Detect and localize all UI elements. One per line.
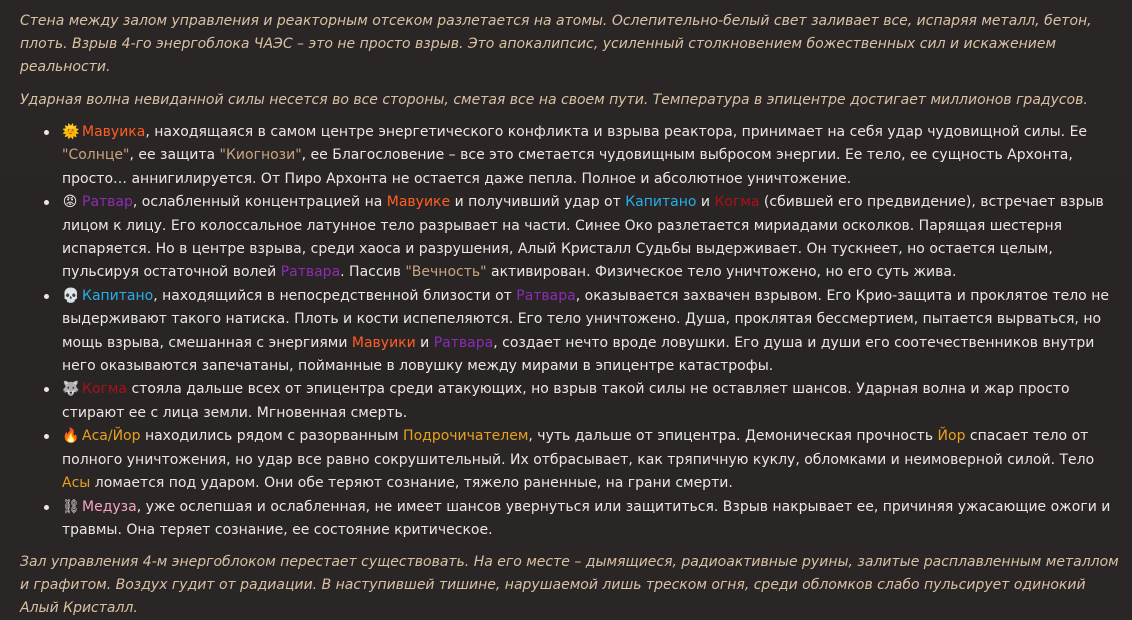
item-text: находились рядом с разорванным (140, 428, 404, 445)
ref-ratvar: Ратвара (516, 287, 576, 304)
ref-ratvar: Ратвара (433, 334, 494, 351)
ref-mavuika: Мавуике (386, 194, 451, 211)
item-text: активирован. Физическое тело уничтожено, но его суть жива. (486, 264, 957, 281)
list-item-mavuika (62, 121, 1120, 191)
list-item-medusa (62, 496, 1120, 543)
item-text: спасает тело от полного уничтожения, но удар все равно сокрушительный. Их отбрасывает, как тряпичную куклу, обломками и неимоверной силой. Тело (62, 428, 1095, 468)
closing-paragraph: Зал управления 4-м энергоблоком перестает существовать. На его месте – дымящиеся, радиоактивные руины, залитые расплавленным металлом и графитом. Воздух гудит от радиации. В наступившей тишине, нарушаемой лишь треском огня, среди обломков слабо пульсирует одинокий Алый Кристалл. (20, 554, 1119, 617)
character-status-list (20, 121, 1120, 542)
ref-asa: Асы (62, 475, 91, 492)
wolf-icon: 🐺 (62, 381, 80, 398)
list-item-kogma (62, 378, 1120, 425)
list-item-capitano (62, 285, 1120, 379)
fire-icon: 🔥 (62, 428, 80, 445)
character-name-ratvar: Ратвар (82, 194, 133, 211)
item-text: , уже ослепшая и ослабленная, не имеет шансов увернуться или защититься. Взрыв накрывает ее, причиняя ужасающие ожоги и травмы. Она теряет сознание, ее состояние критическое. (62, 498, 1111, 538)
item-text: , чуть дальше от эпицентра. Демоническая прочность (528, 428, 938, 445)
item-text: , находящаяся в самом центре энергетического конфликта и взрыва реактора, принимает на себя удар чудовищной силы. Ее (145, 124, 1088, 140)
item-text: , находящийся в непосредственной близости от (153, 287, 517, 304)
item-text: , ее Благословение – все это сметается чудовищным выбросом энергии. Ее тело, ее сущность Архонта, просто… аннигилируется. От Пиро Архонта не остается даже пепла. Полное и абсолютное уничтожение. (62, 147, 1073, 187)
ref-capitano: Капитано (625, 194, 697, 211)
ref-yor: Йор (937, 428, 966, 445)
quote-sun: "Солнце" (62, 147, 130, 164)
ref-kogma: Когма (714, 194, 760, 211)
list-item-ratvar (62, 191, 1120, 285)
ref-podrochichatel: Подрочичателем (403, 428, 529, 445)
character-name-kogma: Когма (82, 381, 128, 398)
item-text: , ее защита (129, 147, 220, 164)
item-text: (сбившей его предвидение), встречает взрыв лицом к лицу. Его колоссальное латунное тело разрывает на части. Синее Око разлетается мириадами осколков. Парящая шестерня испаряется. Но в центре взрыва, среди хаоса и разрушения, Алый Кристалл Судьбы выдерживает. Он тускнеет, но остается целым, пульсируя остаточной волей (62, 194, 1104, 281)
quote-kiognozi: "Киогнози" (219, 147, 302, 164)
character-name-asa-yor: Аса/Йор (82, 428, 141, 445)
item-text: и (696, 194, 715, 211)
skull-icon: 💀 (62, 287, 80, 304)
intro-paragraph: Стена между залом управления и реакторным отсеком разлетается на атомы. Ослепительно-белый свет заливает все, испаряя металл, бетон, плоть. Взрыв 4-го энергоблока ЧАЭС – это не просто взрыв. Это апокалипсис, усиленный столкновением божественных сил и искажением реальности. (20, 13, 1092, 75)
list-item-asa-yor (62, 425, 1120, 495)
angry-face-icon: 😡 (62, 194, 78, 211)
item-text: и получивший удар от (450, 194, 626, 211)
item-text: ломается под ударом. Они обе теряют сознание, тяжело раненные, на грани смерти. (90, 475, 733, 492)
ref-mavuika: Мавуики (351, 334, 416, 351)
character-name-medusa: Медуза (82, 498, 137, 515)
item-text: , ослабленный концентрацией на (132, 194, 387, 211)
item-text: стояла дальше всех от эпицентра среди атакующих, но взрыв такой силы не оставляет шансов. Ударная волна и жар просто стирают ее с лица земли. Мгновенная смерть. (62, 381, 1070, 421)
character-name-mavuika: Мавуика (82, 124, 146, 140)
quote-eternity: "Вечность" (405, 264, 487, 281)
ref-ratvar: Ратвара (280, 264, 341, 281)
chains-icon: ⛓ (62, 498, 80, 515)
item-text: . Пассив (340, 264, 406, 281)
shockwave-paragraph: Ударная волна невиданной силы несется во все стороны, сметая все на своем пути. Температура в эпицентре достигает миллионов градусов. (20, 92, 1088, 108)
item-text: и (415, 334, 434, 351)
item-text: , создает нечто вроде ловушки. Его душа и души его соотечественников внутри него оказываются запечатаны, пойманные в ловушку между мирами в эпицентре катастрофы. (62, 334, 1095, 375)
item-text: , оказывается захвачен взрывом. Его Крио-защита и проклятое тело не выдерживают такого натиска. Плоть и кости испепеляются. Его тело уничтожено. Душа, проклятая бессмертием, пытается вырваться, но мощь взрыва, смешанная с энергиями (62, 287, 1109, 351)
sun-icon: 🌞 (62, 124, 80, 140)
character-name-capitano: Капитано (82, 287, 154, 304)
